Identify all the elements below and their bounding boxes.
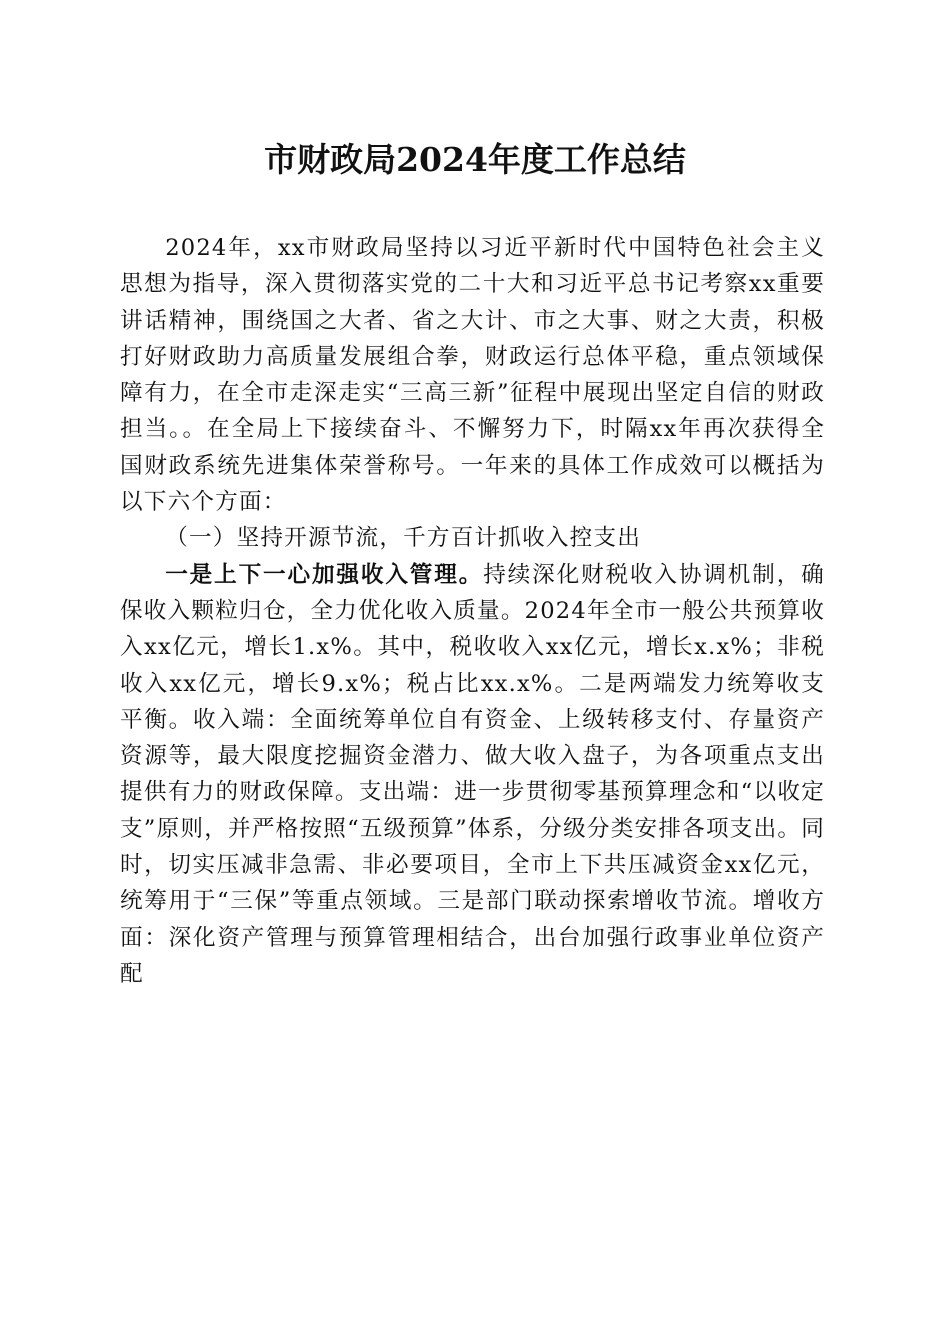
intro-paragraph: 2024年，xx市财政局坚持以习近平新时代中国特色社会主义思想为指导，深入贯彻落实党的二十大和习近平总书记考察xx重要讲话精神，围绕国之大者、省之大计、市之大事、财之大责，积极打好财政助力高质量发展组合拳，财政运行总体平稳，重点领域保障有力，在全市走深走实“三高三新”征程中展现出坚定自信的财政担当。。在全局上下接续奋斗、不懈努力下，时隔xx年再次获得全国财政系统先进集体荣誉称号。一年来的具体工作成效可以概括为以下六个方面： xyxy=(120,235,825,516)
document-title: 市财政局2024年度工作总结 xyxy=(264,140,686,179)
document-body xyxy=(120,230,825,992)
section-paragraph xyxy=(120,557,825,993)
section-body-text: 持续深化财税收入协调机制，确保收入颗粒归仓，全力优化收入质量。2024年全市一般公共预算收入xx亿元，增长1.x%。其中，税收收入xx亿元，增长x.x%；非税收入xx亿元，增长9.x%；税占比xx.x%。二是两端发力统筹收支平衡。收入端：全面统筹单位自有资金、上级转移支付、存量资产资源等，最大限度挖掘资金潜力、做大收入盘子，为各项重点支出提供有力的财政保障。支出端：进一步贯彻零基预算理念和“以收定支”原则，并严格按照“五级预算”体系，分级分类安排各项支出。同时，切实压减非急需、非必要项目，全市上下共压减资金xx亿元，统筹用于“三保”等重点领域。三是部门联动探索增收节流。增收方面：深化资产管理与预算管理相结合，出台加强行政事业单位资产配 xyxy=(120,561,825,987)
section-lead-phrase: 一是上下一心加强收入管理。 xyxy=(165,561,484,588)
section-heading: （一）坚持开源节流，千方百计抓收入控支出 xyxy=(165,525,642,552)
